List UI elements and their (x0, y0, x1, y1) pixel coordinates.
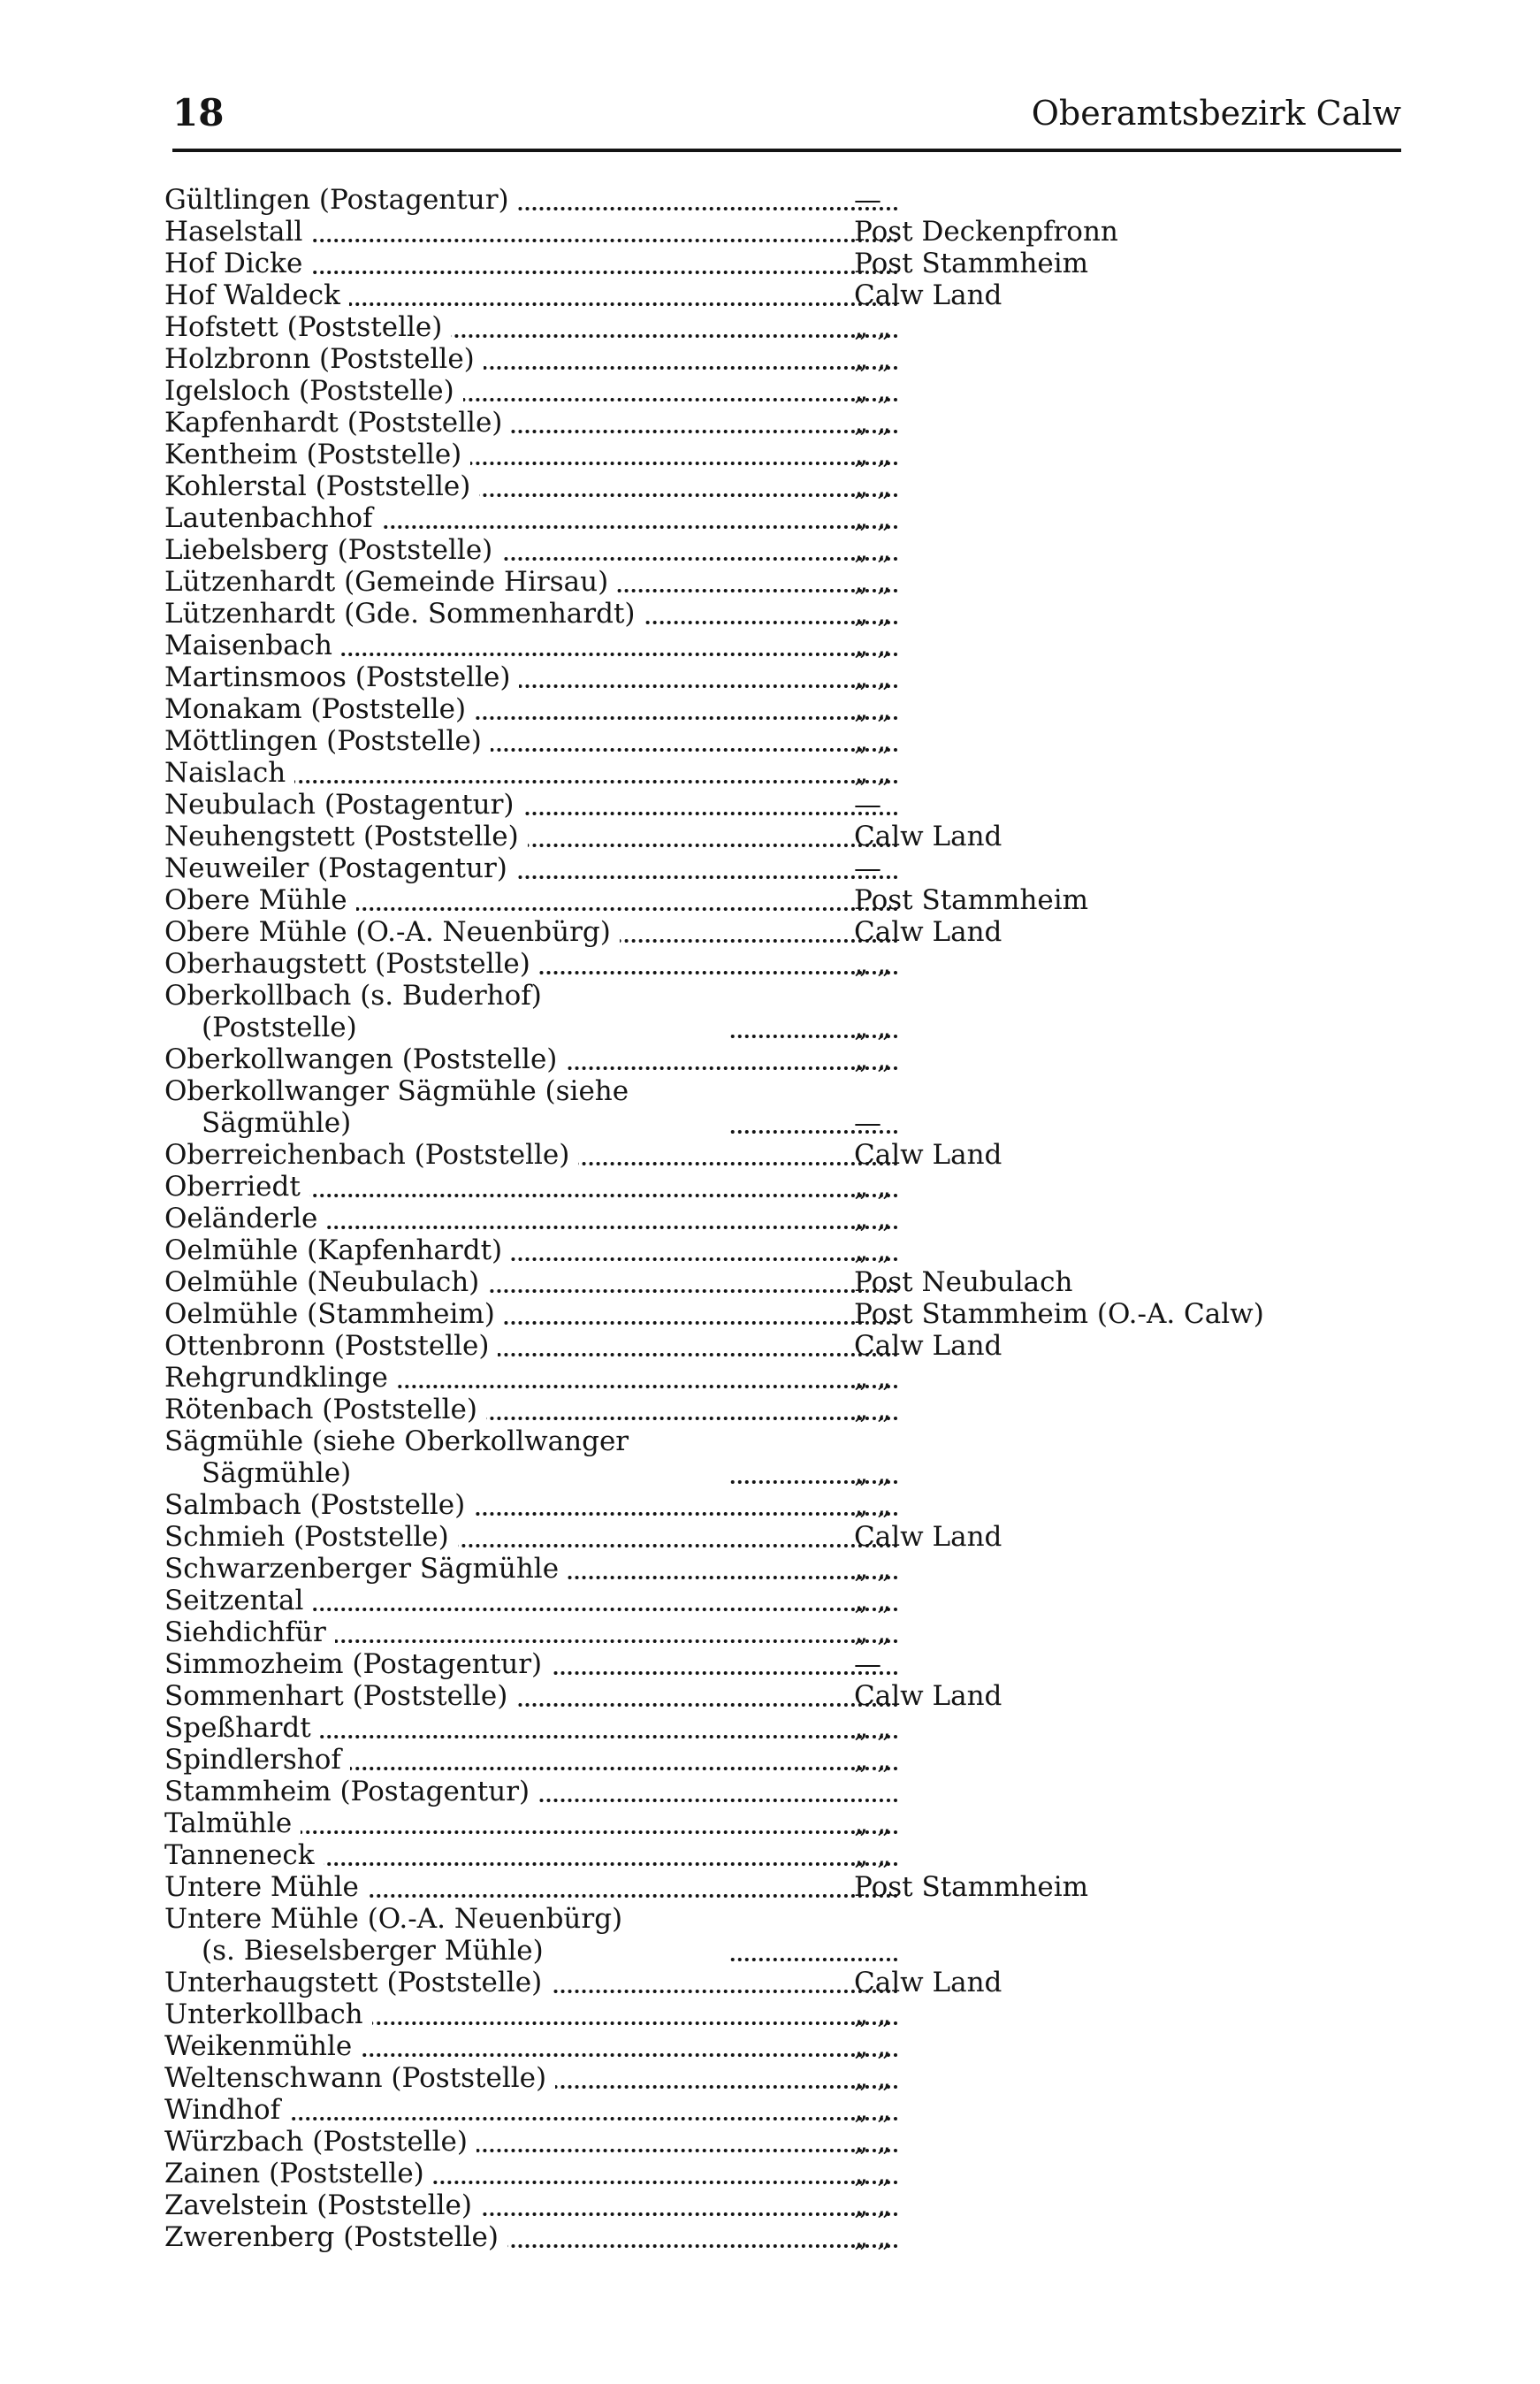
place-name-text: Spindlershof (164, 1744, 350, 1776)
place-name (164, 2189, 881, 2221)
place-name (164, 1298, 881, 1330)
post-office: „ „ (854, 1043, 891, 1075)
list-item (164, 375, 1402, 407)
list-item (164, 566, 1402, 598)
place-name (164, 821, 881, 852)
place-name-continuation: Sägmühle) (164, 1107, 730, 1139)
place-name (164, 630, 881, 661)
list-item (164, 1871, 1402, 1903)
post-office: Calw Land (854, 1330, 1003, 1362)
post-office: „ „ (854, 1171, 891, 1203)
place-name (164, 566, 881, 598)
place-name (164, 598, 881, 630)
place-name (164, 1489, 881, 1521)
post-office: „ „ (854, 1362, 891, 1394)
place-name (164, 216, 881, 248)
place-name-text: Stammheim (Postagentur) (164, 1776, 538, 1807)
place-name (164, 725, 881, 757)
list-item (164, 1075, 1402, 1139)
list-item (164, 311, 1402, 343)
place-name-continuation: Sägmühle) (164, 1457, 730, 1489)
post-office: Post Stammheim (O.-A. Calw) (854, 1298, 1264, 1330)
place-name-text: Kohlerstal (Poststelle) (164, 470, 479, 502)
post-office: „ „ (854, 630, 891, 661)
place-name-text: Siehdichfür (164, 1616, 335, 1648)
place-name-text: Zainen (Poststelle) (164, 2158, 433, 2189)
place-name-text: Kentheim (Poststelle) (164, 439, 470, 470)
place-name-text: Tanneneck (164, 1839, 324, 1871)
place-name-text: Hofstett (Poststelle) (164, 311, 451, 343)
list-item (164, 184, 1402, 216)
list-item (164, 1234, 1402, 1266)
place-name-text: Martinsmoos (Poststelle) (164, 661, 519, 693)
post-office: „ „ (854, 948, 891, 980)
post-office: „ „ (854, 2094, 891, 2126)
place-name-text: Zwerenberg (Poststelle) (164, 2221, 507, 2253)
place-name (164, 661, 881, 693)
place-name-text: Lützenhardt (Gemeinde Hirsau) (164, 566, 617, 598)
place-name (164, 2062, 881, 2094)
place-name-text: Maisenbach (164, 630, 341, 661)
list-item (164, 1203, 1402, 1234)
post-office: „ „ (854, 2030, 891, 2062)
place-name (164, 1648, 881, 1680)
place-name (164, 1043, 881, 1075)
list-item (164, 439, 1402, 470)
place-name-text: Naislach (164, 757, 294, 789)
post-office: „ „ (854, 1998, 891, 2030)
place-name-text: Kapfenhardt (Poststelle) (164, 407, 511, 439)
post-office: „ „ (854, 1012, 891, 1043)
list-item (164, 1616, 1402, 1648)
place-name (164, 1967, 881, 1998)
post-office: „ „ (854, 343, 891, 375)
post-office: „ „ (854, 470, 891, 502)
post-office: „ „ (854, 1394, 891, 1425)
post-office: „ „ (854, 311, 891, 343)
place-name (164, 248, 881, 279)
list-item (164, 1839, 1402, 1871)
place-name (164, 948, 881, 980)
post-office: „ „ (854, 1553, 891, 1585)
post-office: „ „ (854, 598, 891, 630)
post-office: Post Stammheim (854, 248, 1089, 279)
post-office: „ „ (854, 2189, 891, 2221)
place-name (164, 1585, 881, 1616)
post-office: „ „ (854, 1203, 891, 1234)
list-item (164, 2189, 1402, 2221)
place-name (164, 502, 881, 534)
place-name (164, 1776, 881, 1807)
place-name (164, 2126, 881, 2158)
place-name (164, 2094, 881, 2126)
list-item (164, 343, 1402, 375)
place-name-text: Oelmühle (Kapfenhardt) (164, 1234, 511, 1266)
list-item (164, 248, 1402, 279)
place-name (164, 1712, 881, 1744)
list-item (164, 852, 1402, 884)
place-name (164, 916, 881, 948)
place-name (164, 693, 881, 725)
place-name (164, 470, 881, 502)
list-item (164, 1394, 1402, 1425)
place-name-text: Weltenschwann (Poststelle) (164, 2062, 555, 2094)
list-item (164, 1489, 1402, 1521)
post-office: Post Neubulach (854, 1266, 1073, 1298)
list-item (164, 1330, 1402, 1362)
list-item (164, 884, 1402, 916)
list-item (164, 534, 1402, 566)
post-office: „ „ (854, 1234, 891, 1266)
place-name-text: Windhof (164, 2094, 289, 2126)
list-item (164, 1139, 1402, 1171)
place-name-text: Oeländerle (164, 1203, 326, 1234)
place-name (164, 1553, 881, 1585)
place-name-text: Oberkollbach (s. Buderhof) (164, 980, 551, 1012)
place-name-text: Ottenbronn (Poststelle) (164, 1330, 498, 1362)
list-item (164, 1043, 1402, 1075)
post-office: „ „ (854, 2062, 891, 2094)
list-item (164, 2158, 1402, 2189)
place-name-text: Oberreichenbach (Poststelle) (164, 1139, 578, 1171)
place-name (164, 407, 881, 439)
post-office: „ „ (854, 566, 891, 598)
place-name (164, 2030, 881, 2062)
post-office: Calw Land (854, 1521, 1003, 1553)
list-item (164, 1266, 1402, 1298)
place-name (164, 2221, 881, 2253)
running-title: Oberamtsbezirk Calw (1031, 94, 1401, 133)
place-name-text: Schmieh (Poststelle) (164, 1521, 458, 1553)
place-name (164, 1807, 881, 1839)
place-name (164, 375, 881, 407)
post-office: „ „ (854, 2126, 891, 2158)
place-name (164, 1203, 881, 1234)
post-office: — (854, 1107, 881, 1139)
place-name-text: Zavelstein (Poststelle) (164, 2189, 481, 2221)
post-office: „ „ (854, 1616, 891, 1648)
place-name-text: Rötenbach (Poststelle) (164, 1394, 486, 1425)
list-item (164, 1362, 1402, 1394)
page-header (172, 87, 1401, 150)
post-office: Calw Land (854, 279, 1003, 311)
place-name (164, 184, 881, 216)
list-item (164, 1712, 1402, 1744)
place-name-text: Oberkollwangen (Poststelle) (164, 1043, 566, 1075)
post-office: „ „ (854, 757, 891, 789)
place-name-text: Möttlingen (Poststelle) (164, 725, 491, 757)
list-item (164, 757, 1402, 789)
place-name (164, 884, 881, 916)
post-office: „ „ (854, 502, 891, 534)
place-name-text: Holzbronn (Poststelle) (164, 343, 484, 375)
place-name (164, 279, 881, 311)
post-office: „ „ (854, 1489, 891, 1521)
list-item (164, 948, 1402, 980)
place-name (164, 1680, 881, 1712)
place-name (164, 311, 881, 343)
place-name-text: Untere Mühle (164, 1871, 368, 1903)
post-office: Post Stammheim (854, 1871, 1089, 1903)
list-item (164, 1967, 1402, 1998)
post-office: „ „ (854, 1807, 891, 1839)
place-name-text: Lützenhardt (Gde. Sommenhardt) (164, 598, 644, 630)
list-item (164, 693, 1402, 725)
post-office: „ „ (854, 1712, 891, 1744)
list-item (164, 598, 1402, 630)
list-item (164, 1585, 1402, 1616)
list-item (164, 279, 1402, 311)
post-office: „ „ (854, 407, 891, 439)
post-office: „ „ (854, 1839, 891, 1871)
place-name (164, 1871, 881, 1903)
list-item (164, 1680, 1402, 1712)
place-name-text: Lautenbachhof (164, 502, 382, 534)
place-name-text: Oberriedt (164, 1171, 309, 1203)
place-name-text: Oberhaugstett (Poststelle) (164, 948, 539, 980)
place-name-text: Weikenmühle (164, 2030, 361, 2062)
list-item (164, 980, 1402, 1043)
place-name-text: Simmozheim (Postagentur) (164, 1648, 551, 1680)
post-office: „ „ (854, 1744, 891, 1776)
place-name-text: Unterkollbach (164, 1998, 372, 2030)
list-item (164, 1425, 1402, 1489)
place-name-text: Igelsloch (Poststelle) (164, 375, 463, 407)
place-name (164, 439, 881, 470)
list-item (164, 216, 1402, 248)
post-office: Post Deckenpfronn (854, 216, 1118, 248)
place-name-text: Schwarzenberger Sägmühle (164, 1553, 568, 1585)
place-name (164, 1394, 881, 1425)
list-item (164, 502, 1402, 534)
place-name-text: Obere Mühle (164, 884, 356, 916)
list-item (164, 1776, 1402, 1807)
place-name-text: Hof Waldeck (164, 279, 349, 311)
place-name-text: Würzbach (Poststelle) (164, 2126, 476, 2158)
place-name (164, 757, 881, 789)
list-item (164, 1998, 1402, 2030)
post-office: Calw Land (854, 1139, 1003, 1171)
list-item (164, 470, 1402, 502)
list-item (164, 1298, 1402, 1330)
place-name (164, 1998, 881, 2030)
list-item (164, 2030, 1402, 2062)
place-name (164, 1362, 881, 1394)
post-office: „ „ (854, 439, 891, 470)
list-item (164, 789, 1402, 821)
list-item (164, 1521, 1402, 1553)
list-item (164, 2094, 1402, 2126)
post-office: — (854, 184, 881, 216)
place-name-text: Unterhaugstett (Poststelle) (164, 1967, 551, 1998)
place-name-text: Neuweiler (Postagentur) (164, 852, 516, 884)
place-name-text: Monakam (Poststelle) (164, 693, 475, 725)
list-item (164, 1648, 1402, 1680)
place-name (164, 1839, 881, 1871)
place-name (164, 1171, 881, 1203)
post-office: „ „ (854, 375, 891, 407)
post-office: „ „ (854, 2158, 891, 2189)
post-office: — (854, 789, 881, 821)
place-name-text: Salmbach (Poststelle) (164, 1489, 474, 1521)
list-item (164, 1553, 1402, 1585)
place-name-text: Sägmühle (siehe Oberkollwanger (164, 1425, 637, 1457)
list-item (164, 2062, 1402, 2094)
post-office: Calw Land (854, 1967, 1003, 1998)
place-name-text: Oelmühle (Neubulach) (164, 1266, 488, 1298)
place-name-continuation: (Poststelle) (164, 1012, 730, 1043)
post-office: „ „ (854, 1585, 891, 1616)
place-name-text: Speßhardt (164, 1712, 320, 1744)
list-item (164, 1903, 1402, 1967)
place-name-text: Neuhengstett (Poststelle) (164, 821, 528, 852)
page-number: 18 (172, 91, 225, 134)
place-name (164, 1330, 881, 1362)
post-office: Calw Land (854, 916, 1003, 948)
list-item (164, 916, 1402, 948)
place-name-text: Rehgrundklinge (164, 1362, 397, 1394)
place-list (164, 184, 1402, 2253)
place-name-text: Oelmühle (Stammheim) (164, 1298, 504, 1330)
place-name-continuation: (s. Bieselsberger Mühle) (164, 1935, 730, 1967)
place-name-text: Hof Dicke (164, 248, 311, 279)
place-name (164, 1234, 881, 1266)
place-name-text: Sommenhart (Poststelle) (164, 1680, 516, 1712)
list-item (164, 1807, 1402, 1839)
place-name-text: Untere Mühle (O.-A. Neuenbürg) (164, 1903, 631, 1935)
place-name-text: Haselstall (164, 216, 311, 248)
post-office: „ „ (854, 693, 891, 725)
list-item (164, 1171, 1402, 1203)
header-rule (172, 149, 1401, 152)
place-name-text: Neubulach (Postagentur) (164, 789, 523, 821)
post-office: Calw Land (854, 1680, 1003, 1712)
post-office: Calw Land (854, 821, 1003, 852)
post-office: — (854, 852, 881, 884)
list-item (164, 1744, 1402, 1776)
place-name-text: Gültlingen (Postagentur) (164, 184, 518, 216)
place-name-text: Oberkollwanger Sägmühle (siehe (164, 1075, 637, 1107)
post-office: — (854, 1648, 881, 1680)
place-name (164, 343, 881, 375)
place-name (164, 1521, 881, 1553)
post-office: „ „ (854, 2221, 891, 2253)
list-item (164, 661, 1402, 693)
list-item (164, 2126, 1402, 2158)
place-name (164, 1266, 881, 1298)
place-name (164, 1139, 881, 1171)
place-name (164, 2158, 881, 2189)
place-name-text: Seitzental (164, 1585, 312, 1616)
place-name (164, 534, 881, 566)
place-name-text: Liebelsberg (Poststelle) (164, 534, 501, 566)
list-item (164, 821, 1402, 852)
place-name (164, 1616, 881, 1648)
list-item (164, 407, 1402, 439)
list-item (164, 725, 1402, 757)
place-name (164, 1744, 881, 1776)
list-item (164, 2221, 1402, 2253)
post-office: „ „ (854, 1457, 891, 1489)
place-name-text: Obere Mühle (O.-A. Neuenbürg) (164, 916, 620, 948)
post-office: „ „ (854, 661, 891, 693)
post-office: „ „ (854, 534, 891, 566)
place-name (164, 789, 881, 821)
post-office: Post Stammheim (854, 884, 1089, 916)
place-name-text: Talmühle (164, 1807, 301, 1839)
post-office: „ „ (854, 725, 891, 757)
place-name (164, 852, 881, 884)
list-item (164, 630, 1402, 661)
